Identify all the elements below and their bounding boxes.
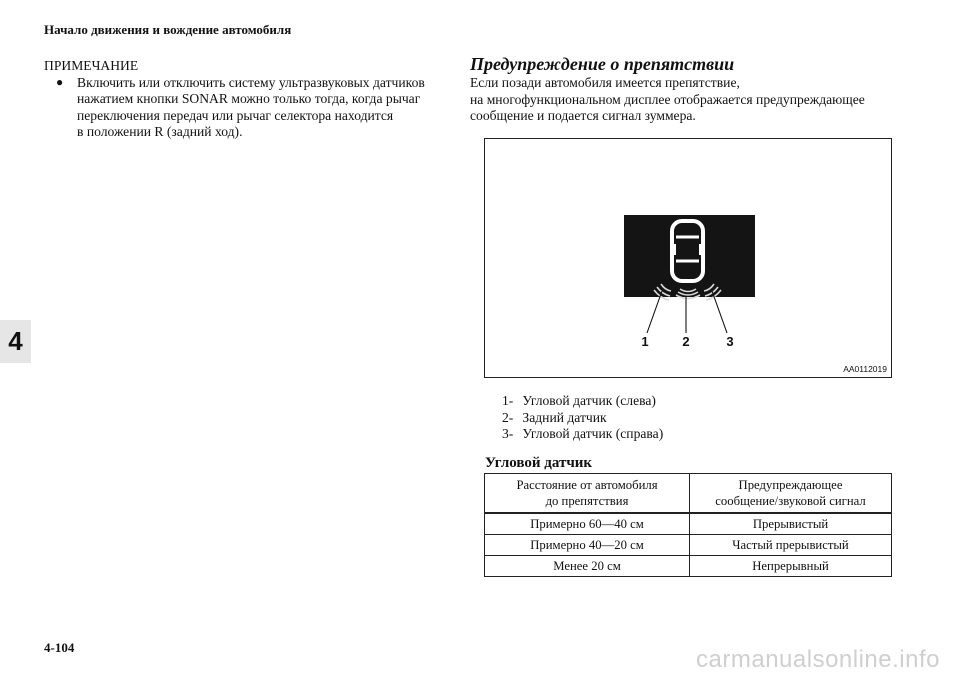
- legend-text: Угловой датчик (справа): [522, 426, 664, 441]
- note-line: Включить или отключить систему ультразвуковых датчиков: [77, 74, 425, 90]
- note-heading: ПРИМЕЧАНИЕ: [44, 58, 139, 73]
- callout-lines: [647, 291, 727, 333]
- watermark: carmanualsonline.info: [696, 646, 940, 673]
- intro-line: сообщение и подается сигнал зуммера.: [470, 108, 696, 123]
- figure-frame: [484, 138, 892, 378]
- callout-1: 1: [641, 334, 649, 349]
- subsection-title: Угловой датчик: [485, 455, 593, 471]
- legend-text: Угловой датчик (слева): [522, 393, 656, 408]
- multi-info-display: [624, 215, 755, 297]
- table-cell: Менее 20 см: [485, 556, 690, 577]
- table-cell: Частый прерывистый: [690, 535, 892, 556]
- legend-number: 2-: [502, 409, 514, 425]
- note-line: в положении R (задний ход).: [77, 124, 243, 139]
- chapter-tab: 4: [0, 320, 31, 363]
- note-block: [44, 58, 444, 141]
- table-cell: Прерывистый: [690, 513, 892, 535]
- table-row: [485, 513, 892, 535]
- legend-text: Задний датчик: [522, 409, 607, 425]
- table-cell: Примерно 40―20 см: [485, 535, 690, 556]
- parking-sensor-illustration: [485, 139, 891, 377]
- intro-line: на многофункциональном дисплее отображается предупреждающее: [470, 91, 865, 107]
- figure-id: AA0112019: [843, 364, 887, 374]
- legend-item: [502, 393, 663, 410]
- legend-number: 3-: [502, 426, 514, 441]
- figure-legend: [502, 393, 663, 443]
- callout-3: 3: [726, 334, 734, 349]
- callout-2: 2: [682, 334, 690, 349]
- note-line: нажатием кнопки SONAR можно только тогда, когда рычаг: [77, 91, 421, 106]
- intro-line: Если позади автомобиля имеется препятствие,: [470, 75, 740, 90]
- section-intro: [470, 75, 920, 125]
- section-title: Предупреждение о препятствии: [470, 54, 735, 74]
- note-line: переключения передач или рычаг селектора находится: [77, 107, 394, 123]
- sensor-table: [484, 473, 892, 577]
- legend-item: [502, 410, 663, 427]
- table-cell: Непрерывный: [690, 556, 892, 577]
- table-row: [485, 535, 892, 556]
- table-row: [485, 556, 892, 577]
- legend-item: [502, 426, 663, 443]
- running-header: Начало движения и вождение автомобиля: [44, 22, 292, 37]
- table-header-cell: Расстояние от автомобиля до препятствия: [485, 474, 690, 514]
- legend-number: 1-: [502, 393, 514, 408]
- bullet-icon: ●: [56, 75, 64, 89]
- table-header-row: [485, 474, 892, 514]
- table-cell: Примерно 60―40 см: [485, 513, 690, 535]
- page-number: 4-104: [44, 640, 75, 655]
- table-header-cell: Предупреждающее сообщение/звуковой сигнал: [690, 474, 892, 514]
